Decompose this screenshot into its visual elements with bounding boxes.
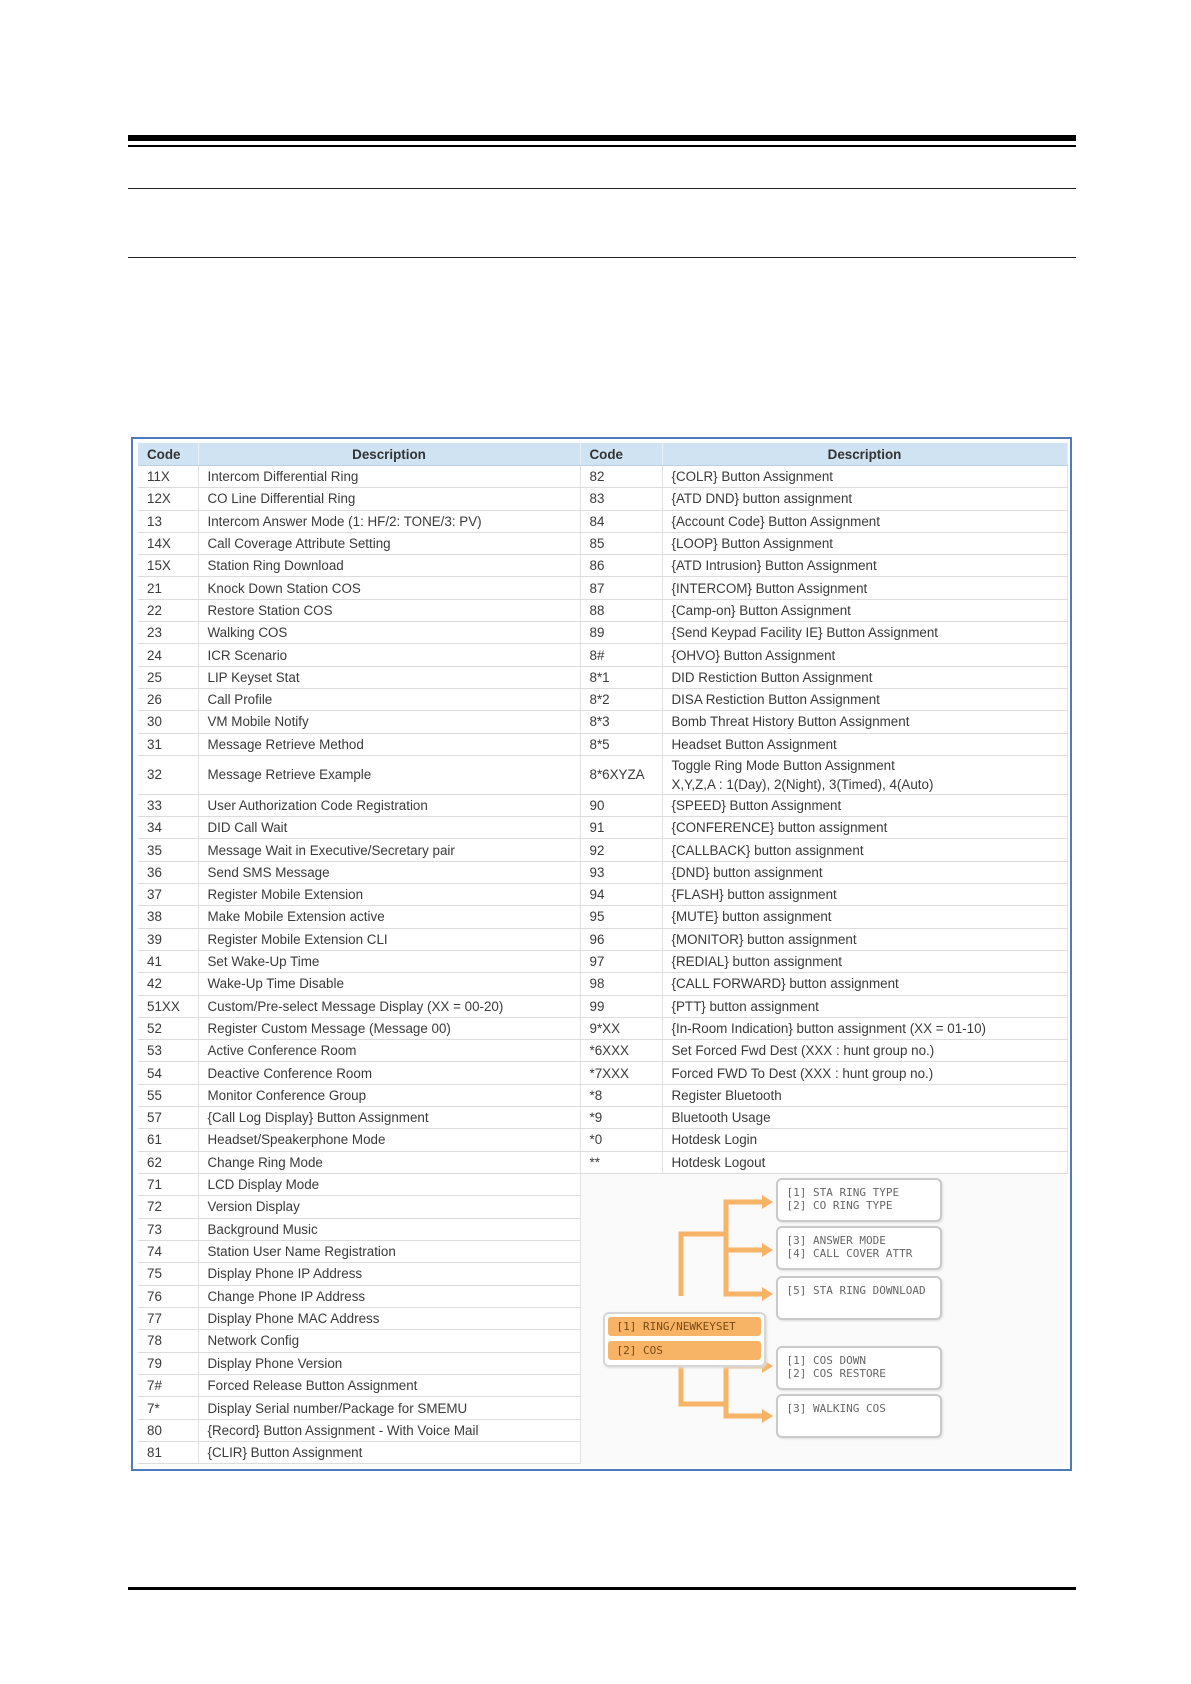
description-line: {REDIAL} button assignment <box>671 954 842 970</box>
code-cell: 8*1 <box>580 666 662 688</box>
description-cell: {Call Log Display} Button Assignment <box>198 1107 580 1129</box>
table-row <box>138 1151 1067 1173</box>
code-cell: 75 <box>138 1263 198 1285</box>
table-row <box>138 488 1067 510</box>
diagram-source-item: [1] RING/NEWKEYSET <box>608 1317 761 1336</box>
description-cell: {CLIR} Button Assignment <box>198 1442 580 1464</box>
table-row <box>138 928 1067 950</box>
description-cell <box>662 1129 1067 1151</box>
code-cell: 51XX <box>138 995 198 1017</box>
code-cell: 13 <box>138 510 198 532</box>
code-cell: 8# <box>580 644 662 666</box>
description-cell: Register Mobile Extension CLI <box>198 928 580 950</box>
code-cell: 86 <box>580 555 662 577</box>
flow-arrow-head <box>762 1243 773 1257</box>
table-row <box>138 995 1067 1017</box>
code-cell: 93 <box>580 861 662 883</box>
description-line: {PTT} button assignment <box>671 998 819 1014</box>
description-cell: Station User Name Registration <box>198 1240 580 1262</box>
description-cell <box>662 488 1067 510</box>
description-cell <box>662 839 1067 861</box>
code-cell: *0 <box>580 1129 662 1151</box>
description-cell: Monitor Conference Group <box>198 1084 580 1106</box>
description-cell <box>662 1084 1067 1106</box>
flow-arrow-head <box>762 1409 773 1423</box>
description-cell: Deactive Conference Room <box>198 1062 580 1084</box>
code-cell: 30 <box>138 711 198 733</box>
code-cell: 24 <box>138 644 198 666</box>
code-cell: 21 <box>138 577 198 599</box>
code-cell: 98 <box>580 973 662 995</box>
code-cell: 79 <box>138 1352 198 1374</box>
description-cell <box>662 666 1067 688</box>
diagram-target-box: [5] STA RING DOWNLOAD <box>776 1276 942 1320</box>
code-cell: 41 <box>138 950 198 972</box>
code-cell: 11X <box>138 466 198 488</box>
description-cell: Display Phone Version <box>198 1352 580 1374</box>
feature-code-figure <box>131 437 1072 1471</box>
code-cell: 8*3 <box>580 711 662 733</box>
code-cell: 22 <box>138 599 198 621</box>
code-cell: 37 <box>138 884 198 906</box>
code-cell: 61 <box>138 1129 198 1151</box>
code-cell: 14X <box>138 532 198 554</box>
table-row <box>138 466 1067 488</box>
code-cell: 32 <box>138 755 198 794</box>
description-cell: Restore Station COS <box>198 599 580 621</box>
table-row <box>138 906 1067 928</box>
description-cell <box>662 555 1067 577</box>
diagram-source-box <box>603 1312 766 1367</box>
code-cell: 77 <box>138 1307 198 1329</box>
description-cell: Register Mobile Extension <box>198 884 580 906</box>
description-cell: Change Ring Mode <box>198 1151 580 1173</box>
description-cell: Display Serial number/Package for SMEMU <box>198 1397 580 1419</box>
description-cell: {Record} Button Assignment - With Voice Mail <box>198 1419 580 1441</box>
description-cell: Version Display <box>198 1196 580 1218</box>
description-cell <box>662 688 1067 710</box>
header-rule-thick <box>128 135 1076 141</box>
table-row <box>138 1040 1067 1062</box>
description-line: {OHVO} Button Assignment <box>671 647 836 663</box>
code-cell: 25 <box>138 666 198 688</box>
description-cell <box>662 1062 1067 1084</box>
table-row <box>138 577 1067 599</box>
description-cell: Network Config <box>198 1330 580 1352</box>
code-cell: 99 <box>580 995 662 1017</box>
description-line: {ATD DND} button assignment <box>671 491 853 507</box>
description-line: Bluetooth Usage <box>671 1110 771 1126</box>
description-line: DID Restiction Button Assignment <box>671 669 873 685</box>
code-cell: 33 <box>138 794 198 816</box>
code-cell: 76 <box>138 1285 198 1307</box>
description-line: {MONITOR} button assignment <box>671 931 857 947</box>
description-line: {CALLBACK} button assignment <box>671 842 864 858</box>
code-cell: 80 <box>138 1419 198 1441</box>
code-cell: 8*2 <box>580 688 662 710</box>
code-cell: *9 <box>580 1107 662 1129</box>
description-cell <box>662 1040 1067 1062</box>
description-cell <box>662 861 1067 883</box>
code-cell: 42 <box>138 973 198 995</box>
header-divider-1 <box>128 188 1076 189</box>
description-line: {CONFERENCE} button assignment <box>671 820 888 836</box>
header-code: Code <box>138 443 198 466</box>
description-line: Toggle Ring Mode Button Assignment <box>671 757 895 773</box>
header-divider-2 <box>128 257 1076 258</box>
description-line: {COLR} Button Assignment <box>671 469 834 485</box>
code-cell: 97 <box>580 950 662 972</box>
code-cell: 8*6XYZA <box>580 755 662 794</box>
header-description: Description <box>198 443 580 466</box>
description-cell: VM Mobile Notify <box>198 711 580 733</box>
code-cell: 12X <box>138 488 198 510</box>
description-cell: Call Profile <box>198 688 580 710</box>
code-cell: 31 <box>138 733 198 755</box>
description-cell: DID Call Wait <box>198 817 580 839</box>
code-cell: *6XXX <box>580 1040 662 1062</box>
description-cell: Message Retrieve Method <box>198 733 580 755</box>
diagram-target-box: [1] COS DOWN [2] COS RESTORE <box>776 1346 942 1390</box>
code-cell: 34 <box>138 817 198 839</box>
code-cell: 38 <box>138 906 198 928</box>
table-row <box>138 644 1067 666</box>
table-row <box>138 861 1067 883</box>
code-cell: 89 <box>580 622 662 644</box>
code-cell: 15X <box>138 555 198 577</box>
code-cell: 73 <box>138 1218 198 1240</box>
description-cell <box>662 1107 1067 1129</box>
code-cell: 82 <box>580 466 662 488</box>
description-cell <box>662 1017 1067 1039</box>
description-cell <box>662 995 1067 1017</box>
code-cell: 39 <box>138 928 198 950</box>
diagram-target-box: [3] ANSWER MODE [4] CALL COVER ATTR <box>776 1226 942 1270</box>
description-cell <box>662 532 1067 554</box>
description-cell: Background Music <box>198 1218 580 1240</box>
description-cell: Knock Down Station COS <box>198 577 580 599</box>
description-cell: Call Coverage Attribute Setting <box>198 532 580 554</box>
code-cell: 81 <box>138 1442 198 1464</box>
code-cell: 90 <box>580 794 662 816</box>
description-cell <box>662 755 1067 794</box>
description-cell <box>662 599 1067 621</box>
description-line: {SPEED} Button Assignment <box>671 798 842 813</box>
description-cell <box>662 973 1067 995</box>
description-line: DISA Restiction Button Assignment <box>671 692 880 708</box>
description-cell <box>662 928 1067 950</box>
description-cell: LIP Keyset Stat <box>198 666 580 688</box>
description-line: Hotdesk Logout <box>671 1154 766 1170</box>
description-cell <box>662 644 1067 666</box>
code-cell: *7XXX <box>580 1062 662 1084</box>
code-cell: 26 <box>138 688 198 710</box>
table-row <box>138 1017 1067 1039</box>
description-cell: Make Mobile Extension active <box>198 906 580 928</box>
description-line: Register Bluetooth <box>671 1087 782 1103</box>
table-row <box>138 1107 1067 1129</box>
table-row <box>138 884 1067 906</box>
description-cell: Message Wait in Executive/Secretary pair <box>198 839 580 861</box>
table-row <box>138 599 1067 621</box>
code-cell: 23 <box>138 622 198 644</box>
table-row <box>138 973 1067 995</box>
code-cell: 96 <box>580 928 662 950</box>
description-cell: Station Ring Download <box>198 555 580 577</box>
code-cell: 91 <box>580 817 662 839</box>
table-row <box>138 1173 1067 1195</box>
description-line: {DND} button assignment <box>671 864 823 880</box>
code-cell: 57 <box>138 1107 198 1129</box>
description-cell: Forced Release Button Assignment <box>198 1375 580 1397</box>
code-cell: *8 <box>580 1084 662 1106</box>
table-row <box>138 622 1067 644</box>
code-cell: 35 <box>138 839 198 861</box>
description-line: {Camp-on} Button Assignment <box>671 602 851 618</box>
description-cell <box>662 906 1067 928</box>
code-cell: 74 <box>138 1240 198 1262</box>
code-cell: 55 <box>138 1084 198 1106</box>
code-cell: 7* <box>138 1397 198 1419</box>
code-cell: 62 <box>138 1151 198 1173</box>
diagram-source-item: [2] COS <box>608 1341 761 1360</box>
description-cell <box>662 794 1067 816</box>
description-line: {In-Room Indication} button assignment (XX = 01-10) <box>671 1020 986 1036</box>
description-cell: Send SMS Message <box>198 861 580 883</box>
description-cell <box>662 733 1067 755</box>
description-cell: Set Wake-Up Time <box>198 950 580 972</box>
description-cell: Change Phone IP Address <box>198 1285 580 1307</box>
table-row <box>138 817 1067 839</box>
description-cell: CO Line Differential Ring <box>198 488 580 510</box>
description-cell: Intercom Differential Ring <box>198 466 580 488</box>
code-cell: 78 <box>138 1330 198 1352</box>
code-cell: ** <box>580 1151 662 1173</box>
table-row <box>138 839 1067 861</box>
description-cell: Active Conference Room <box>198 1040 580 1062</box>
code-cell: 83 <box>580 488 662 510</box>
flow-arrow-line <box>726 1234 766 1250</box>
menu-flow-diagram <box>581 1174 986 1464</box>
code-cell: 54 <box>138 1062 198 1084</box>
code-cell: 88 <box>580 599 662 621</box>
description-line: {FLASH} button assignment <box>671 887 837 903</box>
header-code: Code <box>580 443 662 466</box>
flow-arrow-line <box>726 1404 766 1416</box>
description-line: Set Forced Fwd Dest (XXX : hunt group no.) <box>671 1043 935 1059</box>
description-line: {INTERCOM} Button Assignment <box>671 580 868 596</box>
description-cell: Intercom Answer Mode (1: HF/2: TONE/3: PV) <box>198 510 580 532</box>
description-cell <box>662 622 1067 644</box>
description-cell <box>662 1151 1067 1173</box>
code-cell: 87 <box>580 577 662 599</box>
description-line: Hotdesk Login <box>671 1132 758 1148</box>
description-cell <box>662 510 1067 532</box>
table-row <box>138 1129 1067 1151</box>
table-row <box>138 711 1067 733</box>
menu-flow-diagram-cell <box>580 1173 1067 1464</box>
code-cell: 85 <box>580 532 662 554</box>
description-cell: Display Phone IP Address <box>198 1263 580 1285</box>
description-cell: ICR Scenario <box>198 644 580 666</box>
code-cell: 9*XX <box>580 1017 662 1039</box>
description-cell: Message Retrieve Example <box>198 755 580 794</box>
description-line: {LOOP} Button Assignment <box>671 536 834 552</box>
table-row <box>138 532 1067 554</box>
diagram-target-box: [3] WALKING COS <box>776 1394 942 1438</box>
description-line: {Send Keypad Facility IE} Button Assignment <box>671 625 938 641</box>
description-cell: LCD Display Mode <box>198 1173 580 1195</box>
table-row <box>138 794 1067 816</box>
flow-arrow-head <box>762 1195 773 1209</box>
table-row <box>138 733 1067 755</box>
description-cell: Wake-Up Time Disable <box>198 973 580 995</box>
table-row <box>138 755 1067 794</box>
flow-arrow-line <box>726 1234 766 1294</box>
footer-rule <box>128 1587 1076 1590</box>
code-cell: 8*5 <box>580 733 662 755</box>
code-cell: 7# <box>138 1375 198 1397</box>
code-cell: 84 <box>580 510 662 532</box>
diagram-target-box: [1] STA RING TYPE [2] CO RING TYPE <box>776 1178 942 1222</box>
table-row <box>138 510 1067 532</box>
description-line: Headset Button Assignment <box>671 736 837 752</box>
header-description: Description <box>662 443 1067 466</box>
description-line: Forced FWD To Dest (XXX : hunt group no.) <box>671 1065 934 1081</box>
description-line: {ATD Intrusion} Button Assignment <box>671 558 877 574</box>
table-row <box>138 666 1067 688</box>
description-cell <box>662 577 1067 599</box>
code-cell: 94 <box>580 884 662 906</box>
description-cell: Display Phone MAC Address <box>198 1307 580 1329</box>
code-cell: 95 <box>580 906 662 928</box>
code-cell: 36 <box>138 861 198 883</box>
code-cell: 52 <box>138 1017 198 1039</box>
description-line-2: X,Y,Z,A : 1(Day), 2(Night), 3(Timed), 4(Auto) <box>671 776 934 792</box>
description-cell: Custom/Pre-select Message Display (XX = 00-20) <box>198 995 580 1017</box>
table-row <box>138 555 1067 577</box>
code-cell: 71 <box>138 1173 198 1195</box>
description-line: {MUTE} button assignment <box>671 909 832 925</box>
table-row <box>138 688 1067 710</box>
description-cell: Walking COS <box>198 622 580 644</box>
description-cell: Register Custom Message (Message 00) <box>198 1017 580 1039</box>
code-cell: 72 <box>138 1196 198 1218</box>
description-cell <box>662 950 1067 972</box>
description-cell: Headset/Speakerphone Mode <box>198 1129 580 1151</box>
description-line: {Account Code} Button Assignment <box>671 513 880 529</box>
flow-arrow-head <box>762 1287 773 1301</box>
description-cell <box>662 711 1067 733</box>
table-header-row <box>138 443 1067 466</box>
header-rule-thin <box>128 145 1076 147</box>
table-row <box>138 1084 1067 1106</box>
description-cell <box>662 817 1067 839</box>
description-line: {CALL FORWARD} button assignment <box>671 976 899 992</box>
table-row <box>138 950 1067 972</box>
description-line: Bomb Threat History Button Assignment <box>671 714 910 730</box>
description-cell <box>662 466 1067 488</box>
description-cell <box>662 884 1067 906</box>
code-cell: 92 <box>580 839 662 861</box>
table-row <box>138 1062 1067 1084</box>
feature-code-table <box>138 443 1068 1464</box>
description-cell: User Authorization Code Registration <box>198 794 580 816</box>
code-cell: 53 <box>138 1040 198 1062</box>
